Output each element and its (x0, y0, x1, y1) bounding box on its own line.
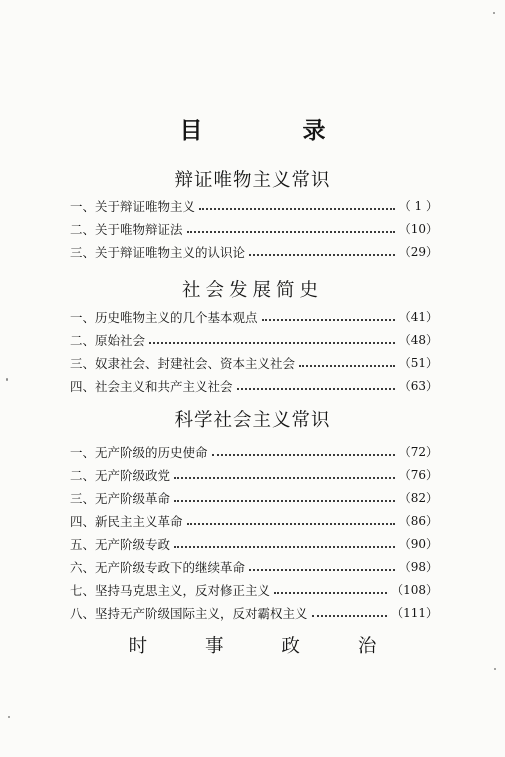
toc-entry-title: 关于辩证唯物主义的认识论 (95, 244, 246, 260)
toc-entry-number: 三、 (70, 244, 96, 260)
toc-entry-title: 奴隶社会、封建社会、资本主义社会 (95, 355, 296, 371)
toc-entry[interactable] (70, 532, 438, 555)
toc-entry-number: 一、 (70, 309, 96, 325)
toc-entry-page: （98） (398, 560, 438, 574)
toc-entry-page: （ 1 ） (398, 199, 438, 213)
page-title: 目 录 (179, 117, 372, 144)
section-title-dialectical-materialism: 辩证唯物主义常识 (174, 170, 331, 191)
toc-entry-title: 关于辩证唯物主义 (95, 198, 196, 214)
toc-entry-title: 无产阶级革命 (95, 490, 171, 506)
toc-entry-page: （76） (398, 468, 438, 482)
toc-dot-leader (174, 477, 395, 479)
toc-entry-title: 社会主义和共产主义社会 (95, 378, 233, 394)
scan-speck (493, 12, 495, 14)
toc-entry-title: 历史唯物主义的几个基本观点 (95, 309, 258, 325)
toc-entry-number: 三、 (70, 355, 96, 371)
toc-entry-number: 七、 (70, 582, 96, 598)
toc-entry-page: （90） (398, 537, 438, 551)
toc-entry-title: 新民主主义革命 (95, 513, 183, 529)
toc-dot-leader (212, 454, 395, 456)
section-title-social-development: 社会发展简史 (181, 280, 323, 301)
toc-entry-page: （10） (398, 222, 438, 236)
toc-dot-leader (187, 523, 395, 525)
toc-entry-number: 二、 (70, 467, 96, 483)
toc-dot-leader (299, 365, 395, 367)
toc-list-section-3 (70, 440, 438, 624)
toc-entry-page: （82） (398, 491, 438, 505)
toc-dot-leader (249, 254, 395, 256)
section-title-scientific-socialism: 科学社会主义常识 (174, 410, 331, 431)
toc-entry-number: 八、 (70, 605, 96, 621)
toc-entry-title: 无产阶级的历史使命 (95, 444, 208, 460)
toc-entry[interactable] (70, 463, 438, 486)
toc-entry-page: （51） (398, 356, 438, 370)
toc-entry[interactable] (70, 240, 438, 263)
toc-entry[interactable] (70, 509, 438, 532)
scan-speck (494, 668, 496, 670)
toc-entry[interactable] (70, 305, 438, 328)
toc-entry-number: 四、 (70, 513, 96, 529)
scan-speck (8, 716, 10, 718)
toc-dot-leader (187, 231, 395, 233)
toc-entry[interactable] (70, 328, 438, 351)
toc-entry-number: 五、 (70, 536, 96, 552)
toc-dot-leader (199, 208, 395, 210)
toc-dot-leader (262, 319, 395, 321)
toc-entry-title: 无产阶级专政下的继续革命 (95, 559, 246, 575)
toc-entry[interactable] (70, 374, 438, 397)
scan-speck (6, 378, 8, 381)
toc-list-section-2 (70, 305, 438, 397)
toc-entry[interactable] (70, 555, 438, 578)
toc-entry-number: 二、 (70, 332, 96, 348)
toc-entry-page: （29） (398, 245, 438, 259)
toc-entry[interactable] (70, 440, 438, 463)
toc-dot-leader (149, 342, 395, 344)
toc-entry-page: （111） (391, 606, 438, 620)
toc-entry-page: （63） (398, 379, 438, 393)
toc-entry[interactable] (70, 601, 438, 624)
toc-entry-number: 一、 (70, 198, 96, 214)
toc-entry-number: 二、 (70, 221, 96, 237)
toc-dot-leader (174, 500, 395, 502)
toc-list-section-1 (70, 194, 438, 263)
toc-entry-title: 关于唯物辩证法 (95, 221, 183, 237)
toc-entry-number: 六、 (70, 559, 96, 575)
toc-entry-number: 四、 (70, 378, 96, 394)
toc-entry[interactable] (70, 351, 438, 374)
toc-entry-number: 三、 (70, 490, 96, 506)
toc-entry-page: （48） (398, 333, 438, 347)
toc-entry-title: 坚持马克思主义，反对修正主义 (95, 582, 271, 598)
toc-dot-leader (237, 388, 395, 390)
toc-dot-leader (174, 546, 395, 548)
toc-entry-page: （108） (391, 583, 438, 597)
toc-entry-title: 无产阶级专政 (95, 536, 171, 552)
toc-entry[interactable] (70, 578, 438, 601)
toc-dot-leader (249, 569, 395, 571)
toc-entry-title: 坚持无产阶级国际主义，反对霸权主义 (95, 605, 308, 621)
toc-entry-number: 一、 (70, 444, 96, 460)
toc-entry-title: 原始社会 (95, 332, 146, 348)
toc-entry[interactable] (70, 486, 438, 509)
toc-entry-page: （41） (398, 310, 438, 324)
toc-entry[interactable] (70, 217, 438, 240)
toc-entry-page: （72） (398, 445, 438, 459)
toc-dot-leader (312, 615, 388, 617)
toc-entry[interactable] (70, 194, 438, 217)
section-title-current-affairs: 时 事 政 治 (128, 636, 403, 657)
toc-dot-leader (274, 592, 387, 594)
toc-entry-page: （86） (398, 514, 438, 528)
toc-entry-title: 无产阶级政党 (95, 467, 171, 483)
